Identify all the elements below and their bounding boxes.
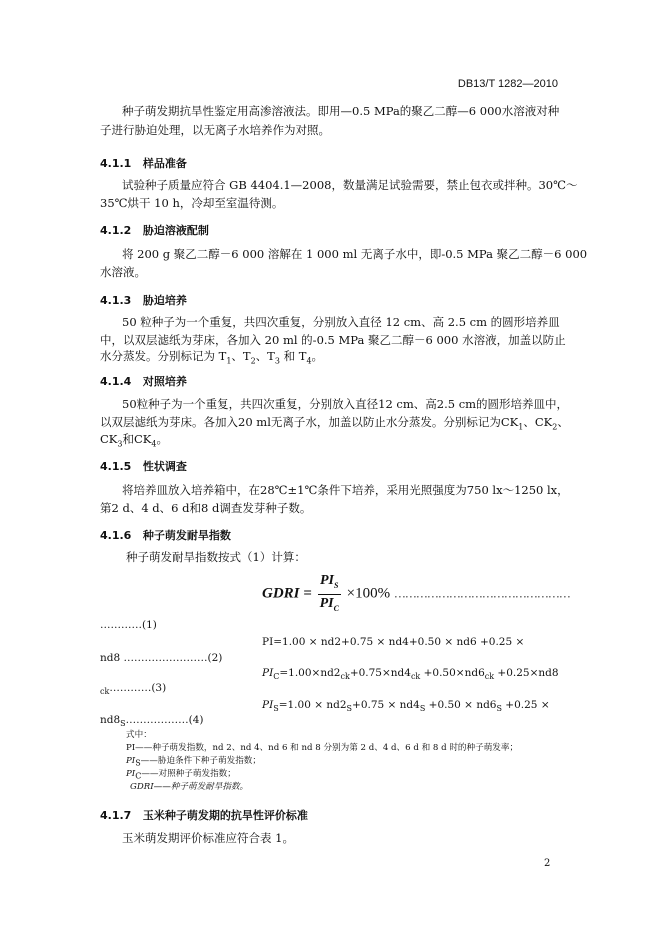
section-number: 4.1.2: [100, 224, 132, 237]
s416-intro: 种子萌发耐旱指数按式（1）计算：: [126, 550, 306, 564]
s412-line-2: 水溶液。: [100, 265, 146, 279]
intro-line-1: 种子萌发期抗旱性鉴定用高渗溶液法。即用—0.5 MPa的聚乙二醇—6 000水溶液对种: [122, 104, 560, 118]
where-line-4: GDRI——种子萌发耐旱指数。: [130, 782, 249, 792]
section-number: 4.1.5: [100, 460, 132, 473]
s414-line-3: $CK_3$和$CK_4$。: [100, 432, 168, 449]
section-4-1-7-heading: [100, 807, 308, 823]
section-4-1-6-heading: [100, 527, 231, 543]
section-4-1-4-heading: [100, 373, 187, 389]
section-title: 玉米种子萌发期的抗旱性评价标准: [142, 809, 308, 822]
s417-line-1: 玉米萌发期评价标准应符合表 1。: [122, 831, 294, 845]
intro-line-2: 子进行胁迫处理，以无离子水培养作为对照。: [100, 123, 330, 137]
document-code: DB13/T 1282—2010: [457, 78, 558, 90]
eq4-line-b: $nd8_S\dots\dots\dots\dots\dots\dots(4)$: [100, 714, 204, 729]
s413-line-2: 中，以双层滤纸为芽床，各加入 20 ml 的-0.5 MPa 聚乙二醇－6 000 水溶液，加盖以防止: [100, 333, 566, 347]
eq3-line-a: $PI_C=1.00\times nd2_{ck}+0.75\times nd4_{ck} +0.50\times nd6_{ck} +0.25\times nd8$: [262, 667, 559, 682]
section-4-1-3-heading: [100, 292, 187, 308]
where-line-1: PI——种子萌发指数，nd 2、nd 4、nd 6 和 nd 8 分别为第 2 d、4 d、6 d 和 8 d 时的种子萌发率；: [126, 743, 519, 753]
section-number: 4.1.1: [100, 157, 132, 170]
s411-line-2: 35℃烘干 10 h，冷却至室温待测。: [100, 196, 284, 210]
s411-line-1: 试验种子质量应符合 GB 4404.1—2008，数量满足试验需要，禁止包衣或拌种。30℃～: [122, 178, 578, 192]
eq3-line-b: $_{ck}$…………(3): [100, 682, 167, 697]
where-label: 式中：: [126, 730, 152, 740]
where-line-3: $PI_C——$对照种子萌发指数；: [126, 769, 236, 781]
section-number: 4.1.7: [100, 809, 132, 822]
eq2-line-a: PI=1.00 × nd2+0.75 × nd4+0.50 × nd6 +0.25 ×: [262, 636, 525, 648]
section-title: 性状调查: [142, 460, 187, 473]
eq1-number: …………(1): [100, 619, 157, 631]
section-number: 4.1.6: [100, 529, 132, 542]
section-title: 对照培养: [142, 375, 187, 388]
formula-gdri: GDRI = $\frac{PI_S}{PI_C}$ ×100% …………………………………………: [262, 572, 570, 617]
section-number: 4.1.4: [100, 375, 132, 388]
s413-line-1: 50 粒种子为一个重复，共四次重复，分别放入直径 12 cm、高 2.5 cm 的圆形培养皿: [122, 315, 560, 329]
where-line-2: $PI_S——$胁迫条件下种子萌发指数；: [126, 756, 261, 768]
section-title: 样品准备: [142, 157, 187, 170]
section-4-1-1-heading: [100, 155, 187, 171]
s413-line-3: 水分蒸发。分别标记为 $T_1$、$T_2$、$T_3$ 和 $T_4$。: [100, 349, 324, 366]
eq4-line-a: $PI_S=1.00 \times nd2_S+0.75 \times nd4_S +0.50 \times nd6_S +0.25$ ×: [262, 699, 550, 714]
section-title: 种子萌发耐旱指数: [142, 529, 231, 542]
s414-line-2: 以双层滤纸为芽床。各加入20 ml无离子水，加盖以防止水分蒸发。分别标记为$CK_1$、$CK_2$、: [100, 415, 569, 432]
formula-fraction: $\frac{PI_S}{PI_C}$: [319, 573, 339, 613]
s412-line-1: 将 200 g 聚乙二醇－6 000 溶解在 1 000 ml 无离子水中，即-0.5 MPa 聚乙二醇－6 000: [122, 247, 588, 261]
section-4-1-2-heading: [100, 222, 209, 238]
s415-line-1: 将培养皿放入培养箱中，在28℃±1℃条件下培养，采用光照强度为750 lx～1250 lx，: [122, 483, 569, 497]
s415-line-2: 第2 d、4 d、6 d和8 d调查发芽种子数。: [100, 501, 312, 515]
page-number: 2: [544, 858, 551, 869]
section-number: 4.1.3: [100, 294, 132, 307]
section-title: 胁迫溶液配制: [142, 224, 209, 237]
section-title: 胁迫培养: [142, 294, 187, 307]
eq2-line-b: nd8 ……………………(2): [100, 652, 223, 664]
s414-line-1: 50粒种子为一个重复，共四次重复，分别放入直径12 cm、高2.5 cm的圆形培养皿中，: [122, 397, 569, 411]
section-4-1-5-heading: [100, 458, 187, 474]
